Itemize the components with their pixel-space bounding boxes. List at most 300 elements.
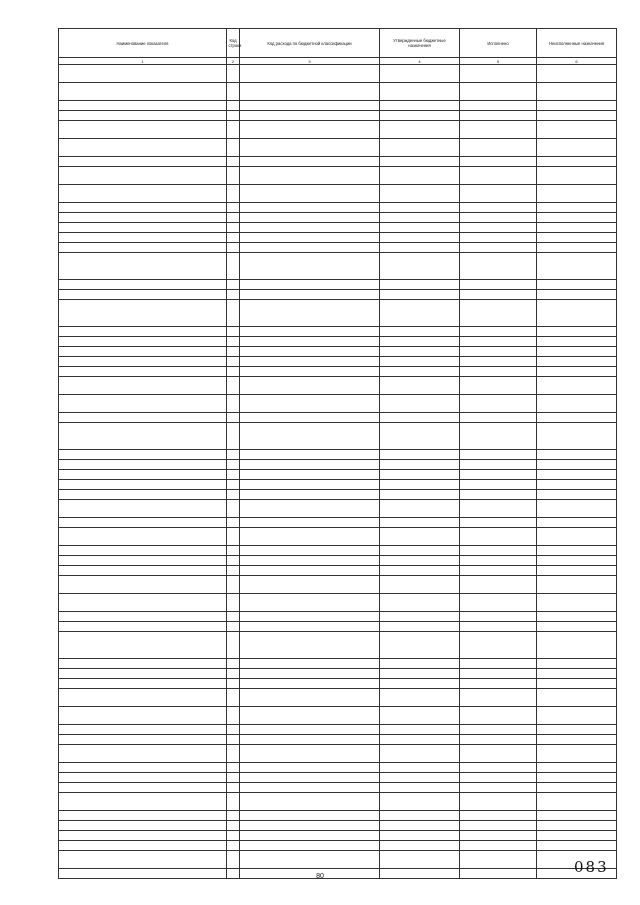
table-cell (240, 167, 380, 185)
table-cell (537, 735, 617, 745)
table-cell (59, 528, 227, 546)
table-cell (380, 347, 460, 357)
table-cell (460, 203, 537, 213)
table-cell (537, 185, 617, 203)
table-cell (59, 793, 227, 811)
table-cell (537, 783, 617, 793)
table-cell (460, 470, 537, 480)
table-cell (380, 745, 460, 763)
table-row (59, 811, 617, 821)
table-cell (227, 65, 240, 83)
table-cell (59, 223, 227, 233)
table-cell (537, 223, 617, 233)
table-cell (59, 185, 227, 203)
table-cell (227, 594, 240, 612)
table-cell (460, 612, 537, 622)
table-cell (227, 576, 240, 594)
table-cell (240, 725, 380, 735)
column-number: 4 (380, 58, 460, 65)
table-cell (59, 327, 227, 337)
table-cell (380, 490, 460, 500)
table-cell (59, 460, 227, 470)
table-cell (227, 793, 240, 811)
table-cell (227, 367, 240, 377)
table-cell (380, 632, 460, 659)
table-cell (537, 357, 617, 367)
table-cell (537, 367, 617, 377)
table-cell (240, 689, 380, 707)
table-cell (240, 83, 380, 101)
table-cell (460, 500, 537, 518)
table-cell (380, 811, 460, 821)
table-cell (460, 490, 537, 500)
column-number: 6 (537, 58, 617, 65)
table-cell (227, 556, 240, 566)
table-cell (240, 367, 380, 377)
table-cell (227, 243, 240, 253)
table-cell (240, 377, 380, 395)
table-cell (59, 83, 227, 101)
table-row (59, 725, 617, 735)
header-executed: Исполнено (460, 29, 537, 58)
table-cell (59, 612, 227, 622)
table-row (59, 101, 617, 111)
table-cell (537, 632, 617, 659)
table-row (59, 290, 617, 300)
table-cell (240, 659, 380, 669)
table-cell (380, 500, 460, 518)
table-cell (380, 413, 460, 423)
table-cell (59, 470, 227, 480)
table-cell (380, 612, 460, 622)
table-cell (59, 253, 227, 280)
table-cell (380, 707, 460, 725)
table-cell (227, 450, 240, 460)
table-row (59, 167, 617, 185)
table-cell (240, 347, 380, 357)
table-cell (240, 500, 380, 518)
table-cell (537, 500, 617, 518)
table-cell (227, 357, 240, 367)
table-cell (240, 669, 380, 679)
table-cell (460, 377, 537, 395)
table-cell (380, 556, 460, 566)
table-cell (59, 831, 227, 841)
table-row (59, 546, 617, 556)
table-cell (240, 470, 380, 480)
table-cell (240, 395, 380, 413)
table-cell (380, 213, 460, 223)
table-cell (240, 327, 380, 337)
table-cell (240, 337, 380, 347)
table-cell (537, 460, 617, 470)
table-cell (380, 669, 460, 679)
table-cell (380, 851, 460, 869)
table-cell (460, 556, 537, 566)
table-cell (380, 290, 460, 300)
table-cell (460, 725, 537, 735)
table-cell (380, 783, 460, 793)
table-cell (537, 763, 617, 773)
table-row (59, 773, 617, 783)
table-cell (537, 659, 617, 669)
table-cell (537, 337, 617, 347)
table-cell (380, 65, 460, 83)
table-cell (59, 121, 227, 139)
table-cell (380, 83, 460, 101)
table-cell (460, 327, 537, 337)
table-cell (460, 65, 537, 83)
header-line-code: Код строки (227, 29, 240, 58)
table-cell (460, 460, 537, 470)
table-cell (59, 213, 227, 223)
table-cell (460, 518, 537, 528)
table-cell (460, 300, 537, 327)
table-cell (460, 157, 537, 167)
table-cell (537, 167, 617, 185)
table-cell (537, 300, 617, 327)
table-cell (460, 121, 537, 139)
table-cell (59, 556, 227, 566)
table-cell (380, 327, 460, 337)
table-cell (537, 594, 617, 612)
table-row (59, 669, 617, 679)
table-cell (537, 707, 617, 725)
table-cell (227, 395, 240, 413)
table-cell (380, 243, 460, 253)
table-cell (240, 290, 380, 300)
table-cell (537, 253, 617, 280)
table-cell (380, 831, 460, 841)
table-cell (460, 290, 537, 300)
table-cell (460, 632, 537, 659)
table-row (59, 763, 617, 773)
table-cell (537, 290, 617, 300)
table-row (59, 395, 617, 413)
table-cell (59, 347, 227, 357)
table-cell (240, 851, 380, 869)
header-approved: Утвержденные бюджетные назначения (380, 29, 460, 58)
table-row (59, 450, 617, 460)
table-cell (59, 423, 227, 450)
table-row (59, 253, 617, 280)
table-cell (59, 546, 227, 556)
budget-execution-table (58, 28, 617, 879)
table-cell (537, 423, 617, 450)
table-row (59, 831, 617, 841)
table-cell (380, 659, 460, 669)
table-cell (227, 490, 240, 500)
table-cell (460, 546, 537, 556)
table-cell (537, 831, 617, 841)
table-cell (460, 337, 537, 347)
table-cell (59, 65, 227, 83)
table-cell (537, 233, 617, 243)
table-cell (240, 121, 380, 139)
table-cell (460, 763, 537, 773)
table-cell (380, 377, 460, 395)
table-row (59, 223, 617, 233)
table-cell (460, 594, 537, 612)
table-row (59, 243, 617, 253)
table-cell (227, 300, 240, 327)
table-row (59, 783, 617, 793)
table-cell (227, 203, 240, 213)
table-cell (380, 367, 460, 377)
table-cell (59, 337, 227, 347)
table-cell (59, 735, 227, 745)
table-row (59, 689, 617, 707)
table-cell (460, 253, 537, 280)
table-header-row (59, 29, 617, 58)
table-cell (227, 185, 240, 203)
table-cell (227, 518, 240, 528)
table-cell (59, 290, 227, 300)
table-cell (380, 300, 460, 327)
table-row (59, 576, 617, 594)
table-cell (59, 101, 227, 111)
table-cell (59, 821, 227, 831)
table-row (59, 480, 617, 490)
table-cell (537, 395, 617, 413)
table-cell (59, 167, 227, 185)
header-unexecuted: Неисполненные назначения (537, 29, 617, 58)
table-cell (537, 811, 617, 821)
table-cell (460, 139, 537, 157)
table-cell (240, 622, 380, 632)
table-cell (59, 725, 227, 735)
table-row (59, 841, 617, 851)
table-cell (227, 735, 240, 745)
table-cell (59, 869, 227, 879)
table-cell (460, 783, 537, 793)
table-cell (59, 300, 227, 327)
table-cell (240, 101, 380, 111)
table-cell (227, 233, 240, 243)
table-row (59, 233, 617, 243)
table-cell (240, 300, 380, 327)
table-cell (59, 357, 227, 367)
table-cell (240, 783, 380, 793)
table-cell (240, 413, 380, 423)
table-row (59, 413, 617, 423)
table-cell (227, 223, 240, 233)
column-number-row (59, 58, 617, 65)
table-cell (240, 490, 380, 500)
table-cell (227, 377, 240, 395)
table-cell (460, 233, 537, 243)
table-cell (380, 121, 460, 139)
table-row (59, 735, 617, 745)
table-row (59, 357, 617, 367)
table-cell (537, 83, 617, 101)
table-cell (460, 821, 537, 831)
table-cell (537, 121, 617, 139)
table-cell (59, 773, 227, 783)
table-cell (537, 546, 617, 556)
table-row (59, 280, 617, 290)
table-cell (537, 450, 617, 460)
table-row (59, 500, 617, 518)
table-cell (240, 65, 380, 83)
table-row (59, 659, 617, 669)
table-cell (227, 413, 240, 423)
table-cell (227, 869, 240, 879)
table-cell (240, 518, 380, 528)
table-cell (59, 841, 227, 851)
table-cell (227, 347, 240, 357)
table-cell (227, 707, 240, 725)
table-cell (227, 101, 240, 111)
table-body (59, 65, 617, 879)
table-cell (380, 576, 460, 594)
table-cell (380, 450, 460, 460)
table-cell (537, 203, 617, 213)
table-cell (460, 745, 537, 763)
table-row (59, 556, 617, 566)
table-row (59, 793, 617, 811)
table-cell (59, 689, 227, 707)
table-cell (380, 773, 460, 783)
table-row (59, 65, 617, 83)
table-cell (537, 725, 617, 735)
table-row (59, 612, 617, 622)
table-cell (460, 480, 537, 490)
table-cell (227, 253, 240, 280)
table-cell (59, 745, 227, 763)
table-cell (240, 157, 380, 167)
table-cell (460, 566, 537, 576)
table-cell (240, 566, 380, 576)
table-row (59, 367, 617, 377)
table-row (59, 745, 617, 763)
table-cell (460, 679, 537, 689)
table-cell (227, 111, 240, 121)
table-cell (460, 831, 537, 841)
table-cell (380, 763, 460, 773)
table-cell (380, 518, 460, 528)
table-cell (380, 357, 460, 367)
table-cell (59, 203, 227, 213)
table-cell (227, 831, 240, 841)
table-cell (240, 556, 380, 566)
table-cell (460, 213, 537, 223)
table-cell (59, 111, 227, 121)
table-cell (537, 745, 617, 763)
table-cell (59, 707, 227, 725)
table-cell (59, 622, 227, 632)
report-sheet (58, 28, 616, 879)
table-cell (537, 689, 617, 707)
table-cell (380, 841, 460, 851)
table-cell (460, 622, 537, 632)
table-cell (380, 337, 460, 347)
table-row (59, 622, 617, 632)
table-cell (240, 632, 380, 659)
table-cell (460, 347, 537, 357)
table-cell (460, 735, 537, 745)
table-cell (460, 243, 537, 253)
table-cell (460, 367, 537, 377)
table-cell (240, 223, 380, 233)
table-row (59, 185, 617, 203)
table-cell (460, 689, 537, 707)
table-cell (537, 556, 617, 566)
table-cell (59, 594, 227, 612)
table-cell (380, 594, 460, 612)
table-cell (460, 167, 537, 185)
table-row (59, 300, 617, 327)
table-cell (460, 811, 537, 821)
table-row (59, 327, 617, 337)
table-cell (380, 793, 460, 811)
table-cell (227, 821, 240, 831)
table-cell (59, 413, 227, 423)
table-cell (227, 290, 240, 300)
table-cell (227, 480, 240, 490)
table-cell (240, 793, 380, 811)
table-cell (380, 203, 460, 213)
table-cell (59, 243, 227, 253)
table-cell (227, 566, 240, 576)
table-cell (380, 480, 460, 490)
table-cell (380, 546, 460, 556)
table-row (59, 632, 617, 659)
table-cell (537, 669, 617, 679)
table-cell (380, 233, 460, 243)
table-cell (537, 793, 617, 811)
table-cell (537, 566, 617, 576)
table-cell (460, 101, 537, 111)
table-cell (537, 157, 617, 167)
header-expense-code: Код расхода по бюджетной классификации (240, 29, 380, 58)
column-number: 1 (59, 58, 227, 65)
table-cell (227, 139, 240, 157)
table-row (59, 111, 617, 121)
table-cell (227, 679, 240, 689)
table-cell (59, 500, 227, 518)
table-cell (537, 576, 617, 594)
table-row (59, 460, 617, 470)
table-row (59, 377, 617, 395)
table-cell (537, 65, 617, 83)
table-cell (227, 783, 240, 793)
table-cell (460, 869, 537, 879)
table-cell (380, 185, 460, 203)
table-cell (227, 280, 240, 290)
table-cell (240, 203, 380, 213)
table-row (59, 679, 617, 689)
page-number: 80 (316, 873, 324, 880)
table-cell (537, 377, 617, 395)
table-cell (240, 745, 380, 763)
table-cell (460, 450, 537, 460)
table-cell (380, 679, 460, 689)
table-cell (227, 528, 240, 546)
table-cell (59, 763, 227, 773)
table-cell (380, 821, 460, 831)
table-row (59, 121, 617, 139)
table-cell (240, 576, 380, 594)
table-cell (59, 490, 227, 500)
table-cell (380, 280, 460, 290)
table-cell (227, 745, 240, 763)
table-cell (460, 659, 537, 669)
table-cell (227, 423, 240, 450)
table-cell (227, 500, 240, 518)
table-cell (59, 659, 227, 669)
table-row (59, 139, 617, 157)
